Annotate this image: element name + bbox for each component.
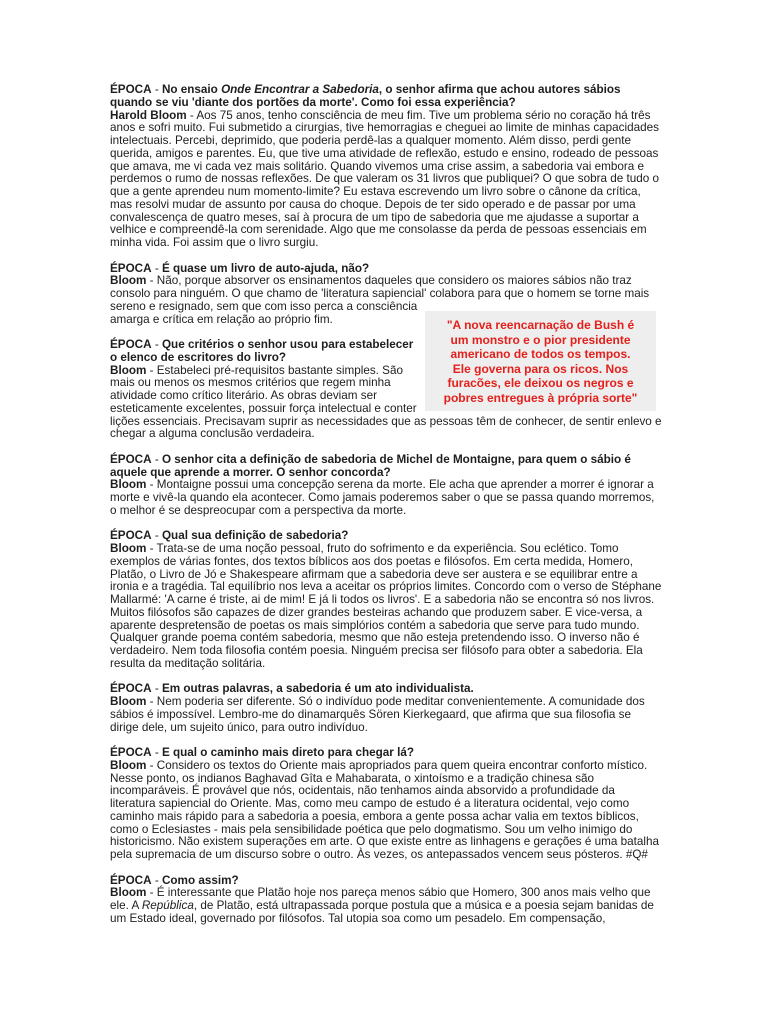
label-separator: - bbox=[186, 108, 197, 122]
answer-text: Não, porque absorver os ensinamentos daqueles que considero os maiores sábios não traz bbox=[156, 274, 632, 288]
label-separator: - bbox=[146, 695, 157, 708]
question-label: ÉPOCA bbox=[110, 338, 152, 351]
book-title: Onde Encontrar a Sabedoria bbox=[221, 83, 379, 96]
question-label: ÉPOCA bbox=[110, 83, 152, 96]
question-label: ÉPOCA bbox=[110, 873, 152, 887]
answer-line: consolo para ninguém. O que chamo de 'literatura sapiencial' colabora para que o homem se torne mais bbox=[110, 287, 650, 300]
answer-line: morte e vivê-la quando ela acontecer. Como jamais poderemos saber o que se passa quando morremos, bbox=[110, 491, 655, 504]
question bbox=[110, 454, 662, 480]
answer-line bbox=[110, 760, 662, 773]
answer-line: Qualquer grande poema contém sabedoria, mesmo que não esteja pretendendo isso. O inverso não é bbox=[110, 631, 640, 645]
pull-quote-line: Ele governa para os ricos. Nos bbox=[452, 361, 629, 376]
label-separator: - bbox=[146, 274, 157, 288]
answer bbox=[110, 479, 662, 517]
pull-quote bbox=[425, 311, 656, 411]
answer bbox=[110, 760, 662, 862]
question-text: E qual o caminho mais direto para chegar lá? bbox=[161, 746, 414, 759]
answer-line: convalescença de quatro meses, saí à procura de um tipo de sabedoria que me ajudasse a suportar a bbox=[110, 210, 639, 224]
answer-line: mais ou menos os mesmos critérios que regem minha bbox=[110, 376, 391, 390]
answer-line: lições essenciais. Precisavam suprir as necessidades que as pessoas têm de conhecer, de sentir enlevo e bbox=[110, 414, 662, 428]
answer-line: velhice e compreendê-la com serenidade. Algo que me consolasse da perda de pessoas essenciais em bbox=[110, 223, 647, 237]
question-line bbox=[110, 84, 662, 97]
label-separator: - bbox=[151, 873, 162, 887]
answer-line: mas resolvi mudar de assunto por causa do choque. Depois de ter sido operado e de passar por uma bbox=[110, 197, 636, 211]
answer-line: pela supremacia de um discurso sobre o outro. Às vezes, os antepassados vencem seus pósteros. #Q# bbox=[110, 848, 648, 861]
speaker-name: Bloom bbox=[110, 695, 147, 708]
speaker-name: Bloom bbox=[110, 274, 147, 288]
answer-line: Platão, o Livro de Jó e Shakespeare afirmam que a sabedoria deve ser austera e se equilibrar entre a bbox=[110, 567, 638, 581]
interview-text bbox=[110, 84, 662, 926]
answer-line: que amava, me vi cada vez mais solitário. Quando vivemos uma crise assim, a sabedoria vai embora e bbox=[110, 159, 644, 173]
pull-quote-line: pobres entregues à própria sorte" bbox=[443, 390, 638, 405]
speaker-name: Bloom bbox=[110, 886, 147, 900]
question-text: O senhor cita a definição de sabedoria de Michel de Montaigne, para quem o sábio é bbox=[161, 452, 631, 466]
answer-text: É interessante que Platão hoje nos pareça menos sábio que Homero, 300 anos mais velho que bbox=[156, 886, 651, 900]
interview-block bbox=[110, 683, 662, 734]
answer-line: chegar a alguma conclusão verdadeira. bbox=[110, 427, 315, 441]
answer-line: Mallarmé: 'A carne é triste, ai de mim! E já li todos os livros'. E a sabedoria não se encontra só nos livros. bbox=[110, 593, 655, 606]
question-label: ÉPOCA bbox=[110, 682, 152, 696]
answer-line: um Estado ideal, governado por filósofos. Tal utopia soa como um pesadelo. Em compensação, bbox=[110, 911, 606, 925]
answer bbox=[110, 696, 662, 734]
question-line: aquele que aprende a morrer. O senhor concorda? bbox=[110, 465, 391, 479]
question-line bbox=[110, 454, 662, 467]
speaker-name: Bloom bbox=[110, 758, 147, 772]
interview-block bbox=[110, 530, 662, 670]
answer-text: Considero os textos do Oriente mais apropriados para quem queira encontrar conforto místico. bbox=[156, 758, 648, 772]
question-text: Em outras palavras, a sabedoria é um ato individualista. bbox=[161, 682, 474, 696]
answer-text: , de Platão, está ultrapassada porque postula que a música e a poesia sejam banidas de bbox=[193, 899, 654, 912]
answer-line: incomparáveis. É provável que nós, ocidentais, não tenhamos ainda absorvido a profundidade da bbox=[110, 784, 615, 798]
answer-line: como o Eclesiastes - mais pela sensibilidade poética que pelo dogmatismo. Sou um velho inimigo do bbox=[110, 822, 633, 836]
question-label: ÉPOCA bbox=[110, 529, 152, 543]
answer-line bbox=[110, 900, 662, 913]
answer-text: Aos 75 anos, tenho consciência de meu fim. Tive um problema sério no coração há três bbox=[196, 108, 651, 122]
answer-line: sábios é impossível. Lembro-me do dinamarquês Sören Kierkegaard, que afirma que sua filosofia se bbox=[110, 707, 632, 721]
answer-line: ironia e a tragédia. Tal equilíbrio nos leva a aceitar os próprios limites. Concordo com o verso de Stéphane bbox=[110, 580, 662, 594]
answer bbox=[110, 110, 662, 250]
answer bbox=[110, 887, 662, 925]
question-text: Que critérios o senhor usou para estabelecer bbox=[161, 338, 414, 351]
answer-line: literatura sapiencial do Oriente. Mas, como meu campo de estudo é a literatura ocidental, vejo como bbox=[110, 797, 630, 810]
question-text: Como assim? bbox=[161, 873, 239, 887]
pull-quote-line: "A nova reencarnação de Bush é bbox=[446, 318, 635, 332]
interview-block bbox=[110, 454, 662, 518]
question-line: quando se viu 'diante dos portões da morte'. Como foi essa experiência? bbox=[110, 95, 516, 109]
label-separator: - bbox=[151, 452, 162, 466]
label-separator: - bbox=[146, 478, 157, 492]
answer-line: esteticamente excelentes, possuir força intelectual e conter bbox=[110, 401, 417, 415]
speaker-name: Bloom bbox=[110, 542, 147, 555]
answer-line bbox=[110, 543, 662, 556]
answer-line: caminho mais rápido para a sabedoria a poesia, embora a gente possa achar valia em textos bíblicos, bbox=[110, 809, 639, 823]
pull-quote-line: um monstro e o pior presidente bbox=[450, 332, 631, 347]
pull-quote-line: furacões, ele deixou os negros e bbox=[447, 376, 634, 390]
answer-line: dirige dele, um sujeito único, para outro indivíduo. bbox=[110, 720, 368, 734]
answer-line: verdadeiro. Nem toda filosofia contém poesia. Ninguém precisa ser filósofo para obter a sabedoria. Ela bbox=[110, 644, 643, 657]
answer-line: amarga e crítica em relação ao próprio fim. bbox=[110, 312, 333, 326]
label-separator: - bbox=[151, 529, 162, 543]
answer-line: atividade como crítico literário. As obras deviam ser bbox=[110, 389, 377, 402]
answer-line: historicismo. Não existem superações em arte. O que existe entre as linhagens e gerações é uma batalha bbox=[110, 835, 659, 849]
label-separator: - bbox=[151, 338, 162, 351]
speaker-name: Bloom bbox=[110, 363, 147, 377]
book-title: República bbox=[141, 899, 194, 912]
speaker-name: Bloom bbox=[110, 478, 147, 492]
answer-text: Nem poderia ser diferente. Só o indivíduo pode meditar convenientemente. A comunidade dos bbox=[156, 695, 645, 708]
question-text: No ensaio bbox=[161, 83, 222, 96]
interview-block bbox=[110, 875, 662, 926]
answer-line: sereno e resignado, sem que com isso perca a consciência bbox=[110, 299, 418, 313]
answer-line: exemplos de várias fontes, dos textos bíblicos aos dos poetas e filósofos. Em certa medida, Homero, bbox=[110, 554, 633, 568]
answer-line: aparente despretensão de poetas os mais simplórios contém a sabedoria que serve para tudo mundo. bbox=[110, 618, 640, 632]
answer-line: intelectuais. Percebi, deprimido, que poderia perdê-las a qualquer momento. Além disso, perdi gente bbox=[110, 134, 632, 147]
question-text: Qual sua definição de sabedoria? bbox=[161, 529, 349, 543]
interview-block bbox=[110, 747, 662, 862]
label-separator: - bbox=[146, 542, 157, 555]
question-text: , o senhor afirma que achou autores sábios bbox=[378, 83, 621, 96]
answer-line: perdemos o rumo de nossas reflexões. De que valeram os 31 livros que publiquei? O que sobra de tudo o bbox=[110, 172, 659, 186]
answer-line: minha vida. Foi assim que o livro surgiu. bbox=[110, 236, 319, 249]
speaker-name: Harold Bloom bbox=[110, 108, 187, 122]
question bbox=[110, 84, 662, 110]
label-separator: - bbox=[151, 682, 162, 696]
answer-text: Trata-se de uma noção pessoal, fruto do sofrimento e da experiência. Sou eclético. Tomo bbox=[156, 542, 619, 555]
label-separator: - bbox=[151, 83, 162, 96]
question-text: É quase um livro de auto-ajuda, não? bbox=[161, 261, 370, 275]
label-separator: - bbox=[146, 758, 157, 772]
answer bbox=[110, 543, 662, 671]
answer-line: que a gente aprendeu num momento-limite? Eu estava escrevendo um livro sobre o cânone da crítica, bbox=[110, 185, 641, 198]
interview-block bbox=[110, 84, 662, 250]
label-separator: - bbox=[146, 363, 157, 377]
answer-line bbox=[110, 696, 662, 709]
answer-line: anos e sofri muito. Fui submetido a cirurgias, tive hemorragias e cheguei ao limite de minhas capacidades bbox=[110, 121, 659, 135]
answer-text: ele. A bbox=[110, 899, 142, 912]
question-label: ÉPOCA bbox=[110, 261, 152, 275]
pull-quote-line: americano de todos os tempos. bbox=[450, 347, 631, 361]
answer-line: resulta da meditação solitária. bbox=[110, 656, 266, 670]
label-separator: - bbox=[146, 886, 157, 900]
label-separator: - bbox=[151, 746, 162, 759]
question-label: ÉPOCA bbox=[110, 452, 152, 466]
answer-line: o melhor é se despreocupar com a perspectiva da morte. bbox=[110, 503, 407, 517]
question-line: o elenco de escritores do livro? bbox=[110, 350, 287, 364]
answer-line: Nesse ponto, os indianos Baghavad Gîta e Mahabarata, o xintoísmo e a tradição chinesa são bbox=[110, 771, 595, 785]
answer-line: Muitos filósofos são capazes de dizer grandes besteiras achando que produzem saber. E vice-versa, a bbox=[110, 605, 643, 619]
answer-text: Estabeleci pré-requisitos bastante simples. São bbox=[156, 363, 403, 377]
answer-line: querida, amigos e parentes. Eu, que tive uma atividade de reflexão, estudo e ensino, rodeado de pessoas bbox=[110, 146, 659, 160]
answer-text: Montaigne possui uma concepção serena da morte. Ele acha que aprender a morrer é ignorar a bbox=[156, 478, 654, 492]
question-label: ÉPOCA bbox=[110, 746, 152, 759]
label-separator: - bbox=[151, 261, 162, 275]
